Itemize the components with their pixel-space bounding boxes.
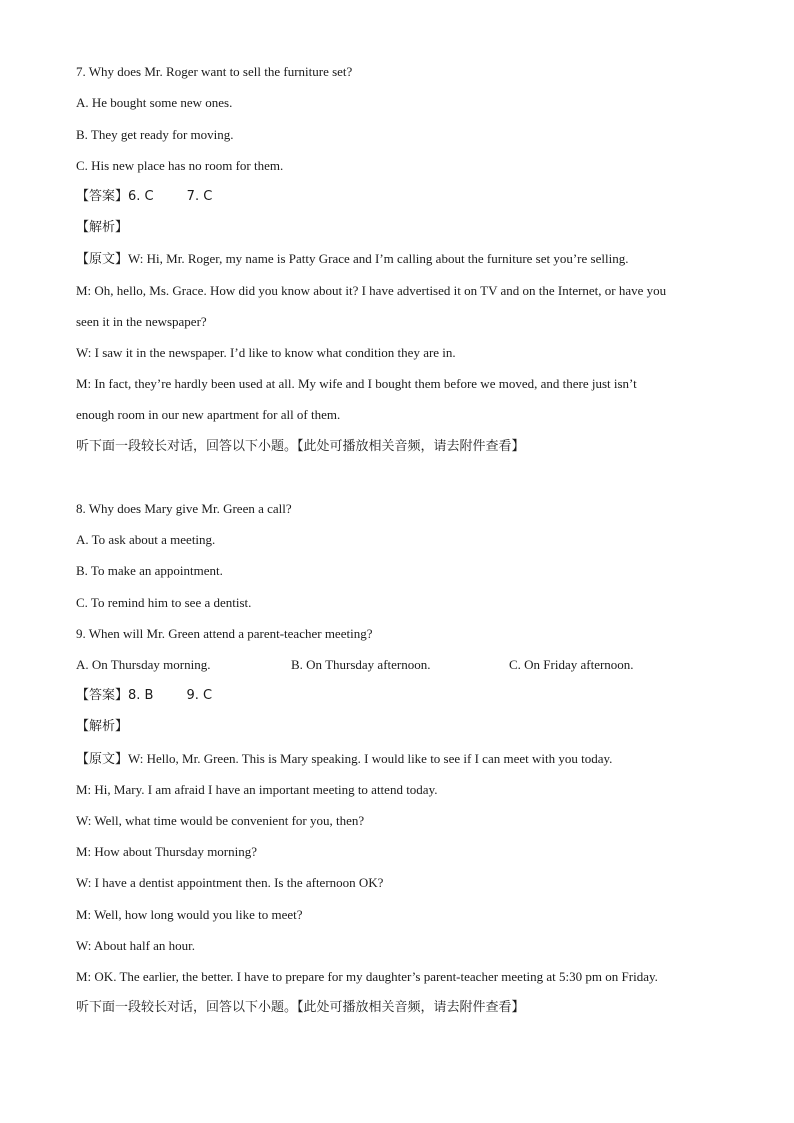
question-7-option-c: C. His new place has no room for them. [76,158,284,173]
transcript-2-line-8: M: OK. The earlier, the better. I have to prepare for my daughter’s parent-teacher meeting at 5:30 pm on Friday. [76,969,658,984]
question-8-option-a: A. To ask about a meeting. [76,532,216,547]
transcript-2-line-5: W: I have a dentist appointment then. Is the afternoon OK? [76,875,384,890]
question-9-option-a: A. On Thursday morning. [76,657,211,672]
transcript-1-line-4: W: I saw it in the newspaper. I’d like to know what condition they are in. [76,345,456,360]
transcript-1-line-3: seen it in the newspaper? [76,314,207,329]
question-9-option-c: C. On Friday afternoon. [509,657,634,672]
transcript-1-line-2: M: Oh, hello, Ms. Grace. How did you know about it? I have advertised it on TV and on the Internet, or have you [76,283,667,298]
question-7-option-a: A. He bought some new ones. [76,95,233,110]
transcript-1-line-5: M: In fact, they’re hardly been used at all. My wife and I bought them before we moved, and there just isn’t [76,376,637,391]
transcript-2-line-6: M: Well, how long would you like to meet? [76,907,303,922]
transcript-2-line-4: M: How about Thursday morning? [76,844,258,859]
transcript-1-line-6: enough room in our new apartment for all of them. [76,407,341,422]
question-9: 9. When will Mr. Green attend a parent-teacher meeting? [76,626,373,641]
listen-prompt-1: 听下面一段较长对话，回答以下小题。【此处可播放相关音频，请去附件查看】 [76,439,525,454]
analysis-label-2: 【解析】 [76,719,129,734]
transcript-2-line-7: W: About half an hour. [76,938,196,953]
transcript-2-line-1: 【原文】W: Hello, Mr. Green. This is Mary speaking. I would like to see if I can meet with you today. [76,751,613,766]
listen-prompt-2: 听下面一段较长对话，回答以下小题。【此处可播放相关音频，请去附件查看】 [76,1000,525,1015]
transcript-1-line-1: 【原文】W: Hi, Mr. Roger, my name is Patty Grace and I’m calling about the furniture set you’re selling. [76,251,629,266]
analysis-label-1: 【解析】 [76,220,129,235]
question-7: 7. Why does Mr. Roger want to sell the furniture set? [76,64,353,79]
answer-6-7: 【答案】6. C 7. C [76,189,213,204]
question-8: 8. Why does Mary give Mr. Green a call? [76,501,292,516]
transcript-2-line-3: W: Well, what time would be convenient for you, then? [76,813,365,828]
question-8-option-c: C. To remind him to see a dentist. [76,595,252,610]
question-7-option-b: B. They get ready for moving. [76,127,234,142]
question-8-option-b: B. To make an appointment. [76,563,223,578]
question-9-option-b: B. On Thursday afternoon. [291,657,431,672]
transcript-2-line-2: M: Hi, Mary. I am afraid I have an important meeting to attend today. [76,782,438,797]
answer-8-9: 【答案】8. B 9. C [76,688,213,703]
